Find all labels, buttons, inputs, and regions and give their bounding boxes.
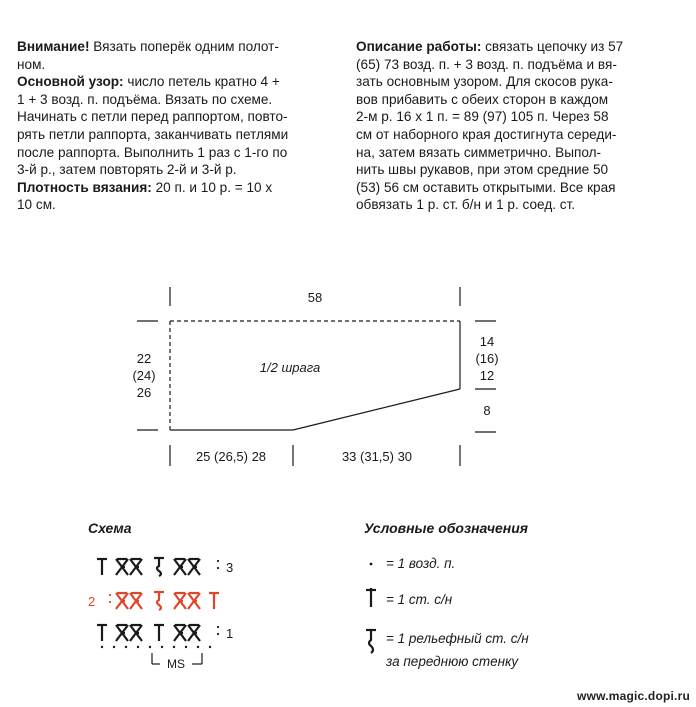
left-height-label: 26 [136, 385, 152, 400]
scheme-row-1 [97, 624, 200, 641]
double-crochet-symbol [97, 624, 107, 641]
main-pattern-text-line: рять петли раппорта, заканчивать петлями [17, 126, 289, 142]
scheme-row-3 [97, 558, 200, 576]
crochet-scheme-chart [84, 546, 244, 676]
chain-stitch-dot [217, 633, 219, 635]
main-pattern-text-line: 3-й р., затем повторять 2-й и 3-й р. [17, 162, 237, 178]
bottom-right-width-label: 33 (31,5) 30 [341, 449, 413, 464]
work-description-line: (53) 56 см оставить открытыми. Все края [356, 179, 616, 195]
crossed-stitch-symbol [174, 593, 186, 609]
chain-stitch-dot [109, 601, 111, 603]
legend-item-chain: = 1 возд. п. [386, 556, 456, 571]
crossed-stitch-symbol [188, 559, 200, 575]
crossed-stitch-symbol [174, 625, 186, 641]
attention-text-line: ном. [17, 56, 46, 72]
legend-item-front-post: = 1 рельефный ст. с/н [386, 631, 529, 646]
crossed-stitch-symbol [116, 559, 128, 575]
scheme-title: Схема [88, 520, 132, 536]
top-width-label: 58 [307, 290, 323, 305]
attention-label: Внимание! [17, 39, 90, 54]
crossed-stitch-symbol [116, 593, 128, 609]
work-description-line: вов прибавить с обеих сторон в каждом [356, 91, 609, 107]
double-crochet-symbol [366, 588, 376, 607]
work-description-line: см от наборного края достигнута середи- [356, 126, 617, 142]
front-post-double-crochet-symbol [154, 592, 164, 610]
piece-name-label: 1/2 шрага [259, 360, 321, 375]
right-lower-height-label: 8 [483, 403, 491, 418]
double-crochet-symbol [209, 592, 219, 609]
right-height-label: (16) [475, 351, 499, 366]
gauge-text-line: 10 см. [17, 197, 56, 213]
main-pattern-text-line: число петель кратно 4 + [123, 74, 280, 90]
crossed-stitch-symbol [130, 559, 142, 575]
rapport-label: MS [167, 657, 185, 671]
chain-stitch-dot [217, 560, 219, 562]
left-height-label: (24) [132, 368, 156, 383]
front-post-double-crochet-symbol [366, 630, 376, 653]
work-description-line: обвязать 1 р. ст. б/н и 1 р. соед. ст. [356, 197, 576, 213]
work-description-line: связать цепочку из 57 [481, 39, 624, 54]
legend-item-front-post-line2: за переднюю стенку [386, 654, 519, 669]
crossed-stitch-symbol [188, 625, 200, 641]
foundation-chain [101, 646, 211, 648]
work-description-line: нить швы рукавов, при этом средние 50 [356, 162, 609, 178]
crossed-stitch-symbol [116, 625, 128, 641]
row-3-label: 3 [226, 560, 234, 575]
site-watermark: www.magic.dopi.ru [577, 689, 690, 703]
chain-stitch-dot [217, 626, 219, 628]
crossed-stitch-symbol [130, 625, 142, 641]
crossed-stitch-symbol [174, 559, 186, 575]
legend-title: Условные обозначения [364, 520, 529, 536]
chain-stitch-dot [217, 567, 219, 569]
bottom-left-width-label: 25 (26,5) 28 [195, 449, 267, 464]
right-height-label: 14 [479, 334, 495, 349]
gauge-text-line: 20 п. и 10 р. = 10 х [151, 179, 273, 195]
work-description-line: (65) 73 возд. п. + 3 возд. п. подъёма и вя- [356, 56, 617, 72]
main-pattern-label: Основной узор: [17, 74, 124, 90]
right-height-label: 12 [479, 368, 495, 383]
work-description-line: на, затем вязать симметрично. Выпол- [356, 144, 602, 160]
double-crochet-symbol [154, 624, 164, 641]
main-pattern-text-line: Начинать с петли перед раппортом, повто- [17, 109, 288, 125]
scheme-row-2 [116, 592, 219, 610]
main-pattern-text-line: 1 + 3 возд. п. подъёма. Вязать по схеме. [17, 91, 273, 107]
left-height-label: 22 [136, 351, 152, 366]
work-description-line: зать основным узором. Для скосов рука- [356, 74, 613, 90]
gauge-label: Плотность вязания: [17, 179, 152, 195]
crossed-stitch-symbol [130, 593, 142, 609]
row-2-label: 2 [88, 594, 96, 609]
work-description-line: 2-м р. 16 х 1 п. = 89 (97) 105 п. Через 58 [356, 109, 609, 125]
main-pattern-text-line: после раппорта. Выполнить 1 раз с 1-го по [17, 144, 288, 160]
row-1-label: 1 [226, 626, 234, 641]
legend-item-double-crochet: = 1 ст. с/н [386, 592, 453, 607]
piece-sleeve-slope [293, 389, 460, 430]
attention-text-line: Вязать поперёк одним полот- [89, 39, 279, 54]
work-description-label: Описание работы: [356, 39, 482, 54]
crossed-stitch-symbol [188, 593, 200, 609]
front-post-double-crochet-symbol [154, 558, 164, 576]
chain-stitch-dot [370, 563, 373, 566]
double-crochet-symbol [97, 558, 107, 575]
chain-stitch-dot [109, 594, 111, 596]
